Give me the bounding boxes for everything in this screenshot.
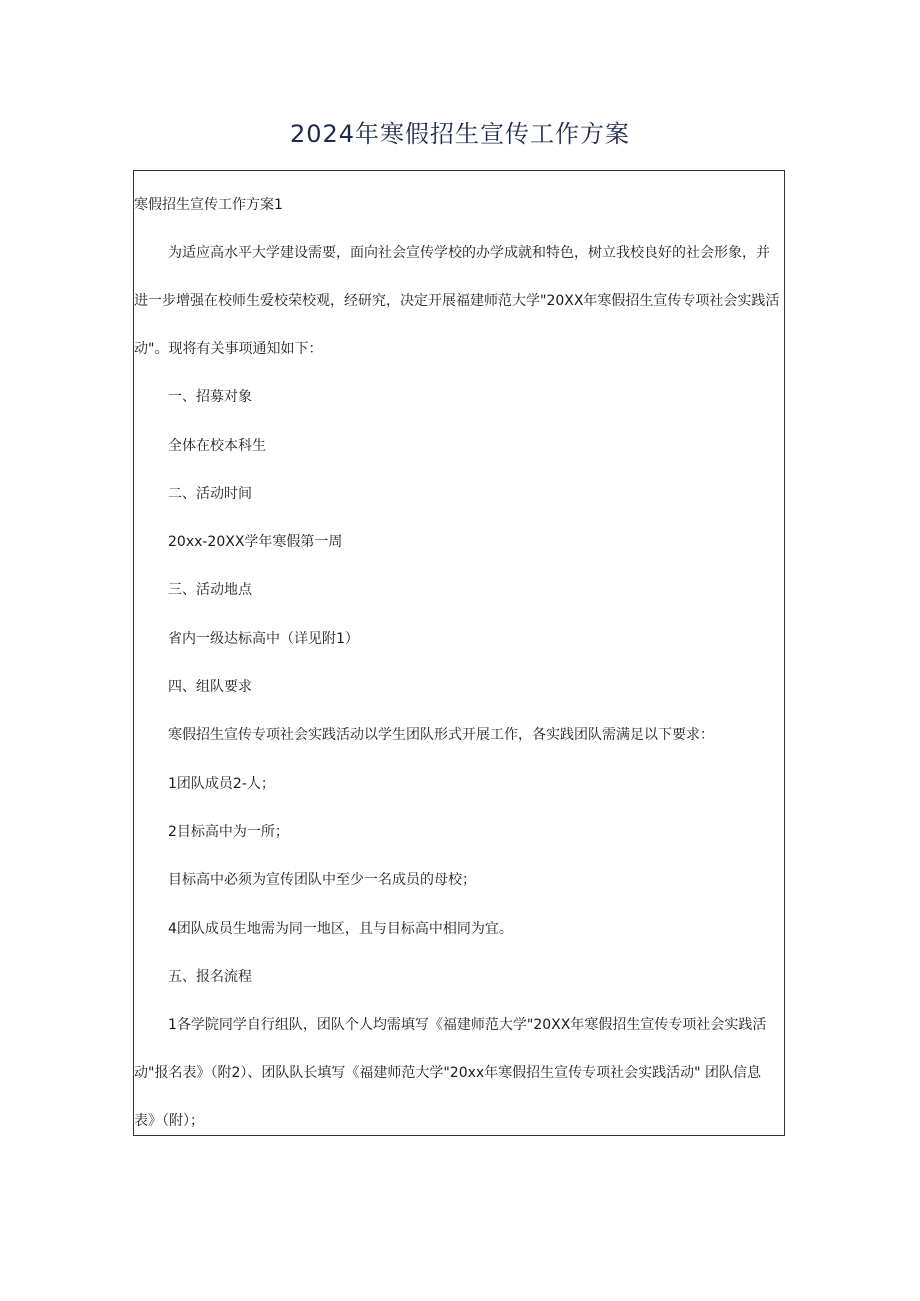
heading-registration-process: 五、报名流程 — [168, 969, 252, 985]
requirement-item-3: 目标高中必须为宣传团队中至少一名成员的母校； — [168, 872, 476, 888]
section-heading: 寒假招生宣传工作方案1 — [134, 197, 283, 213]
requirement-item-1: 1团队成员2-人； — [168, 776, 275, 792]
content-box — [133, 170, 785, 1136]
heading-activity-location: 三、活动地点 — [168, 582, 252, 598]
recruit-target-text: 全体在校本科生 — [168, 438, 266, 454]
requirement-item-4: 4团队成员生地需为同一地区，且与目标高中相同为宜。 — [168, 921, 513, 937]
registration-paragraph: 1各学院同学自行组队，团队个人均需填写《福建师范大学"20XX年寒假招生宣传专项社会实践活动"报名表》（附2）、团队队长填写《福建师范大学"20xx年寒假招生宣传专项社会实践活动" 团队信息表》（附）； — [134, 1017, 767, 1129]
intro-paragraph: 为适应高水平大学建设需要，面向社会宣传学校的办学成就和特色，树立我校良好的社会形象，并进一步增强在校师生爱校荣校观，经研究，决定开展福建师范大学"20XX年寒假招生宣传专项社会实践活动"。现将有关事项通知如下： — [134, 245, 780, 357]
heading-activity-time: 二、活动时间 — [168, 486, 252, 502]
requirement-item-2: 2目标高中为一所； — [168, 824, 289, 840]
document-title: 2024年寒假招生宣传工作方案 — [289, 120, 631, 148]
activity-time-text: 20xx-20XX学年寒假第一周 — [168, 534, 343, 550]
team-requirements-text: 寒假招生宣传专项社会实践活动以学生团队形式开展工作，各实践团队需满足以下要求： — [168, 727, 714, 743]
activity-location-text: 省内一级达标高中（详见附1） — [168, 631, 359, 647]
heading-team-requirements: 四、组队要求 — [168, 679, 252, 695]
heading-recruit-target: 一、招募对象 — [168, 389, 252, 405]
